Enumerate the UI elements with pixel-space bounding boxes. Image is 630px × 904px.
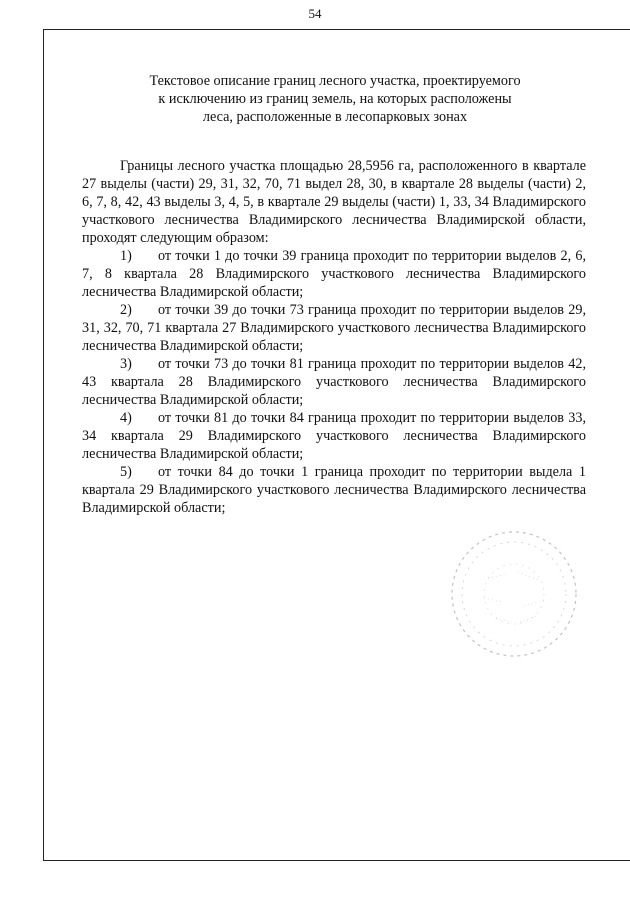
title-line-1: Текстовое описание границ лесного участка, проектируемого xyxy=(149,73,521,89)
page-number: 54 xyxy=(308,6,322,21)
list-item-text: от точки 73 до точки 81 граница проходит по территории выделов 42, 43 квартала 28 Владимирского участкового лесничества Владимирского лесничества Владимирской области; xyxy=(82,356,586,408)
intro-paragraph: Границы лесного участка площадью 28,5956 га, расположенного в квартале 27 выделы (части) 29, 31, 32, 70, 71 выдел 28, 30, в квартале 28 выделы (части) 2, 6, 7, 8, 42, 43 выделы 3, 4, 5, в квартале 29 выделы (части) 1, 33, 34 Владимирского участкового лесничества Владимирского лесничества Владимирской области, проходят следующим образом: xyxy=(82,158,586,246)
list-item-text: от точки 84 до точки 1 граница проходит по территории выдела 1 квартала 29 Владимирского участкового лесничества Владимирского лесничества Владимирской области; xyxy=(82,464,586,516)
list-item-number: 1) xyxy=(120,248,132,264)
document-title xyxy=(100,72,570,126)
list-item-number: 2) xyxy=(120,302,132,318)
document-body xyxy=(82,157,586,517)
list-item-text: от точки 1 до точки 39 граница проходит по территории выделов 2, 6, 7, 8 квартала 28 Владимирского участкового лесничества Владимирского лесничества Владимирской области; xyxy=(82,248,586,300)
list-item-text: от точки 81 до точки 84 граница проходит по территории выделов 33, 34 квартала 29 Владимирского участкового лесничества Владимирского лесничества Владимирской области; xyxy=(82,410,586,462)
title-line-2: к исключению из границ земель, на которых расположены xyxy=(158,91,512,107)
list-item-number: 5) xyxy=(120,464,132,480)
list-item xyxy=(82,463,586,517)
faded-seal-stamp xyxy=(448,528,580,660)
list-item xyxy=(82,301,586,355)
title-line-3: леса, расположенные в лесопарковых зонах xyxy=(202,109,468,125)
list-item-number: 4) xyxy=(120,410,132,426)
list-item-number: 3) xyxy=(120,356,132,372)
list-item xyxy=(82,409,586,463)
list-item xyxy=(82,355,586,409)
list-item-text: от точки 39 до точки 73 граница проходит по территории выделов 29, 31, 32, 70, 71 квартала 27 Владимирского участкового лесничества Владимирского лесничества Владимирской области; xyxy=(82,302,586,354)
list-item xyxy=(82,247,586,301)
